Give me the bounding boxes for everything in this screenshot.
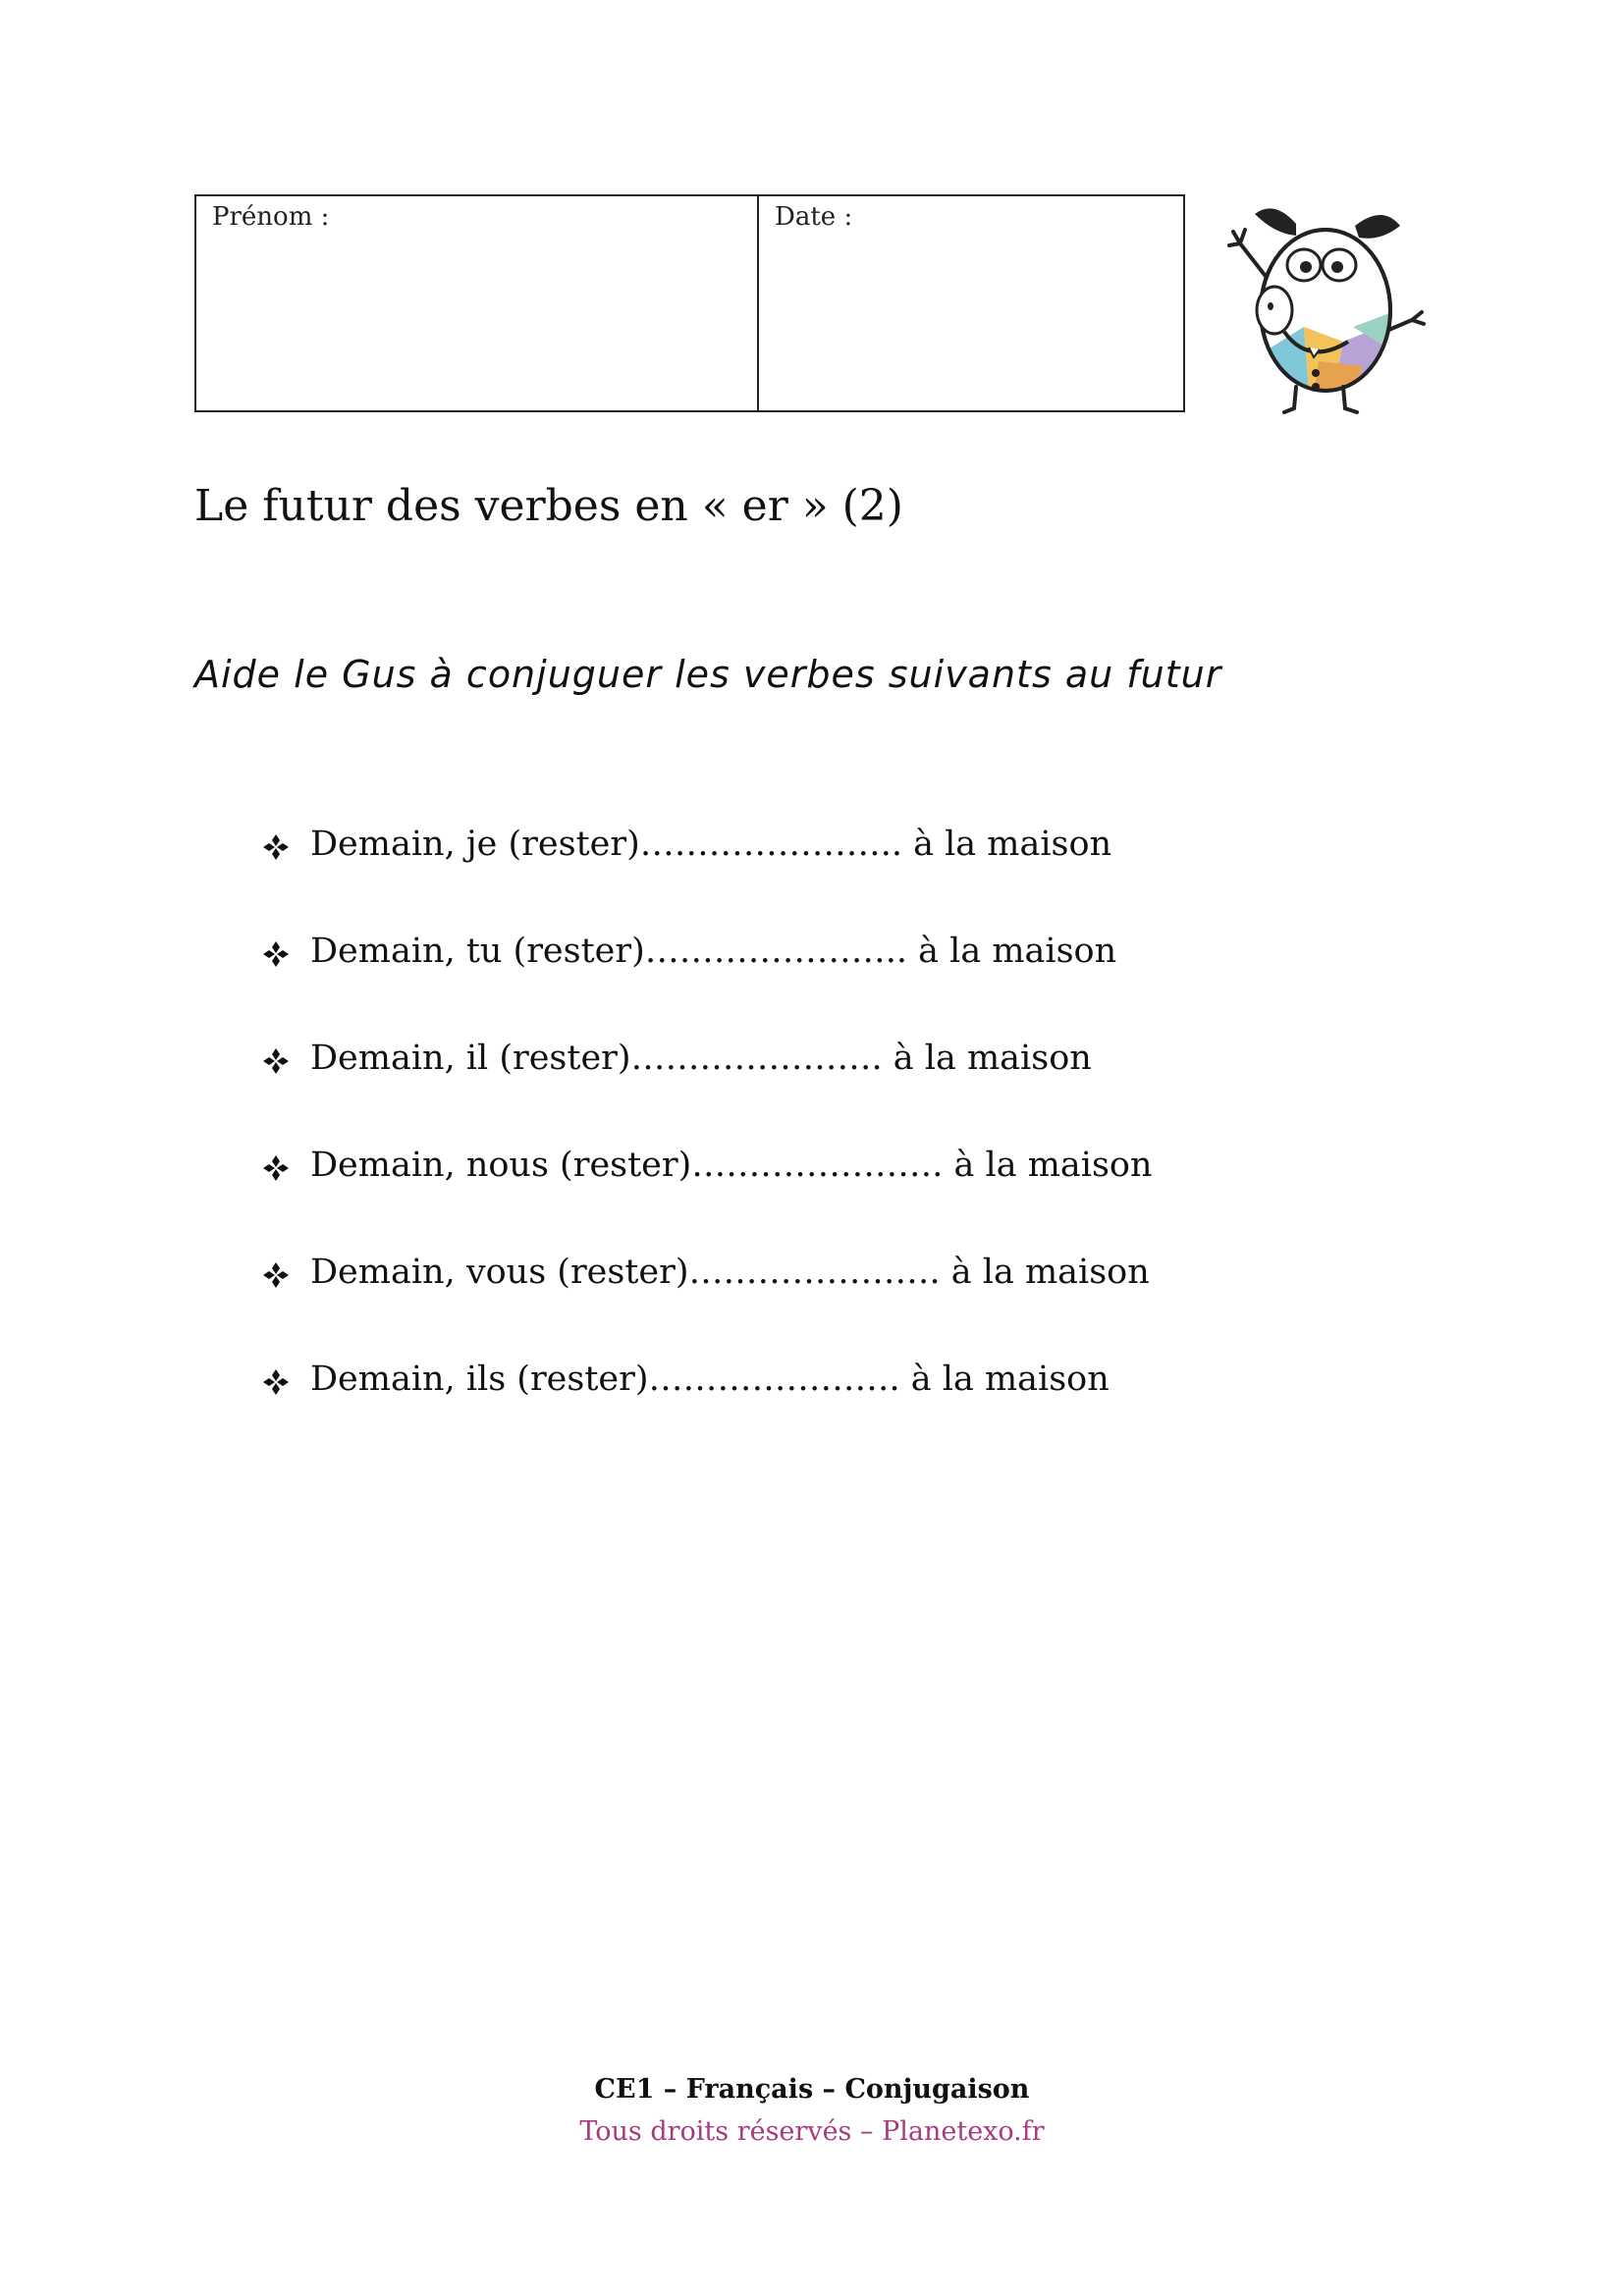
exercise-sentence: Demain, je (rester)………………….. à la maison: [310, 825, 1112, 864]
gus-mascot-icon: [1216, 194, 1432, 420]
footer-rights: Tous droits réservés – Planetexo.fr: [579, 2116, 1045, 2147]
list-item[interactable]: [261, 1253, 1153, 1360]
exercise-sentence: Demain, tu (rester)………………….. à la maison: [310, 932, 1117, 971]
diamond-bullet-icon: [261, 1046, 291, 1076]
diamond-bullet-icon: [261, 1153, 291, 1183]
diamond-bullet-icon: [261, 832, 291, 862]
exercise-sentence: Demain, nous (rester)…………………. à la maison: [310, 1146, 1153, 1185]
date-label: Date :: [775, 202, 853, 232]
list-item[interactable]: [261, 1146, 1153, 1253]
list-item[interactable]: [261, 932, 1153, 1039]
diamond-bullet-icon: [261, 939, 291, 969]
list-item[interactable]: [261, 1360, 1153, 1467]
exercise-list: [261, 825, 1153, 1467]
diamond-bullet-icon: [261, 1260, 291, 1290]
exercise-sentence: Demain, vous (rester)…………………. à la maison: [310, 1253, 1150, 1292]
instruction-text: Aide le Gus à conjuguer les verbes suivants au futur: [194, 653, 1222, 696]
page-title: Le futur des verbes en « er » (2): [194, 481, 903, 531]
firstname-label: Prénom :: [212, 202, 330, 232]
list-item[interactable]: [261, 1039, 1153, 1146]
date-cell[interactable]: [759, 196, 1183, 410]
name-date-table: [194, 194, 1185, 412]
footer-course: CE1 – Français – Conjugaison: [594, 2074, 1030, 2105]
diamond-bullet-icon: [261, 1367, 291, 1397]
exercise-sentence: Demain, il (rester)…………………. à la maison: [310, 1039, 1092, 1078]
exercise-sentence: Demain, ils (rester)…………………. à la maison: [310, 1360, 1110, 1399]
list-item[interactable]: [261, 825, 1153, 932]
firstname-cell[interactable]: [196, 196, 759, 410]
